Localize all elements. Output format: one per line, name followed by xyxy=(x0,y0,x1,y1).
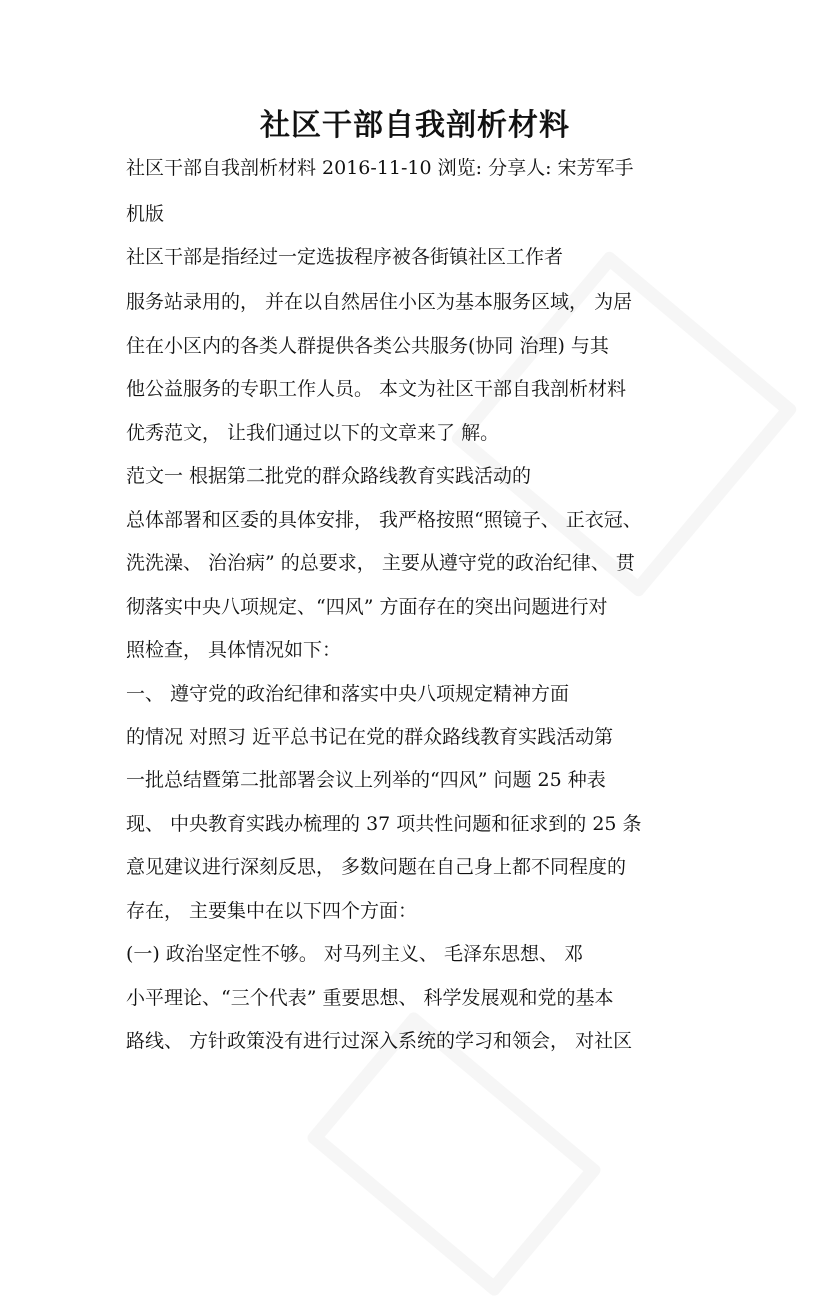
text-line: 一批总结暨第二批部署会议上列举的“四风” 问题 25 种表 xyxy=(126,769,606,791)
text-line: 路线、 方针政策没有进行过深入系统的学习和领会， 对社区 xyxy=(126,1030,633,1052)
text-line: 住在小区内的各类人群提供各类公共服务(协同 治理) 与其 xyxy=(126,335,609,357)
watermark-shape xyxy=(305,1010,603,1298)
text-line: 存在， 主要集中在以下四个方面： xyxy=(126,900,418,922)
text-line: 社区干部自我剖析材料 2016-11-10 浏览: 分享人: 宋芳军手 xyxy=(126,157,634,179)
text-line: (一) 政治坚定性不够。 对马列主义、 毛泽东思想、 邓 xyxy=(126,943,583,965)
text-line: 彻落实中央八项规定、“四风” 方面存在的突出问题进行对 xyxy=(126,596,608,618)
text-line: 优秀范文， 让我们通过以下的文章来了 解。 xyxy=(126,422,500,444)
text-line: 现、 中央教育实践办梳理的 37 项共性问题和征求到的 25 条 xyxy=(126,813,642,835)
text-line: 机版 xyxy=(126,203,165,225)
text-line: 照检查， 具体情况如下： xyxy=(126,639,342,661)
text-line: 意见建议进行深刻反思， 多数问题在自己身上都不同程度的 xyxy=(126,856,627,878)
text-line: 社区干部是指经过一定选拔程序被各街镇社区工作者 xyxy=(126,246,564,268)
text-line: 他公益服务的专职工作人员。 本文为社区干部自我剖析材料 xyxy=(126,378,627,400)
text-line: 小平理论、“三个代表” 重要思想、 科学发展观和党的基本 xyxy=(126,987,614,1009)
text-line: 的情况 对照习 近平总书记在党的群众路线教育实践活动第 xyxy=(126,726,614,748)
text-line: 服务站录用的， 并在以自然居住小区为基本服务区域， 为居 xyxy=(126,291,633,313)
text-line: 总体部署和区委的具体安排， 我严格按照“照镜子、 正衣冠、 xyxy=(126,509,642,531)
text-line: 洗洗澡、 治治病” 的总要求， 主要从遵守党的政治纪律、 贯 xyxy=(126,552,635,574)
document-title: 社区干部自我剖析材料 xyxy=(260,108,570,143)
text-line: 范文一 根据第二批党的群众路线教育实践活动的 xyxy=(126,465,532,487)
text-line: 一、 遵守党的政治纪律和落实中央八项规定精神方面 xyxy=(126,683,570,705)
